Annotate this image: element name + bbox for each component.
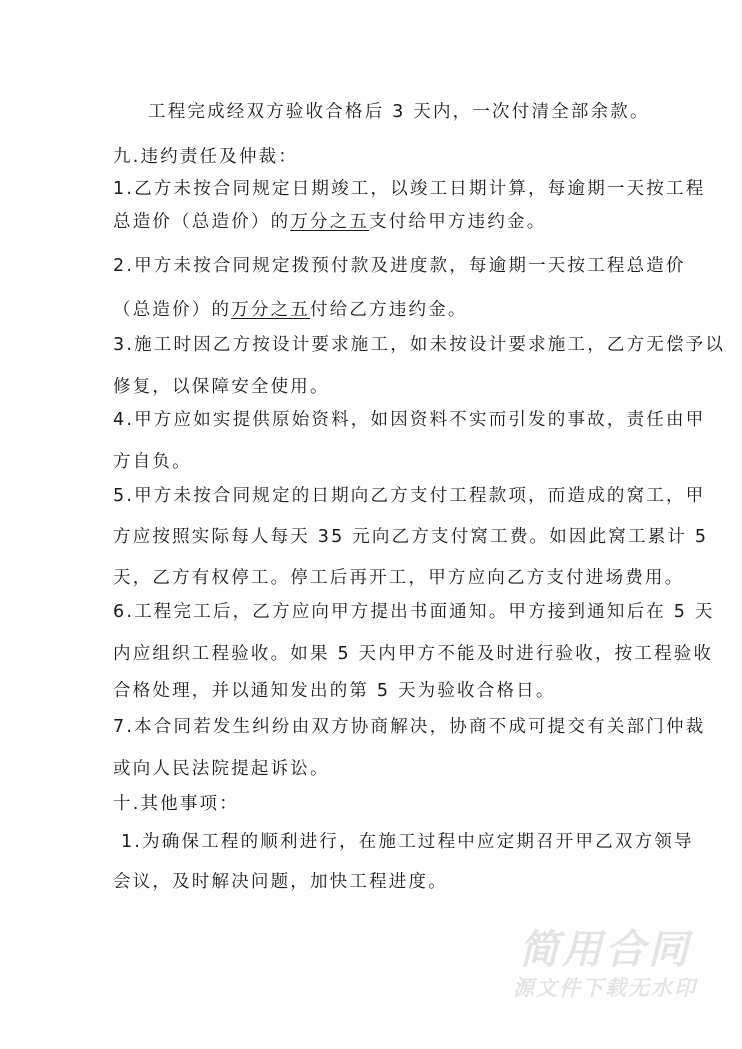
clause-9-7-line-2: 或向人民法院提起诉讼。 (113, 759, 330, 779)
clause-9-1-line-1: 1.乙方未按合同规定日期竣工，以竣工日期计算，每逾期一天按工程 (113, 179, 706, 199)
section-heading-9: 九.违约责任及仲裁： (113, 147, 299, 167)
clause-9-7-line-1: 7.本合同若发生纠纷由双方协商解决，协商不成可提交有关部门仲裁 (113, 717, 706, 737)
clause-9-5-line-1: 5.甲方未按合同规定的日期向乙方支付工程款项，而造成的窝工，甲 (113, 486, 706, 506)
clause-9-2-line-1: 2.甲方未按合同规定拨预付款及进度款，每逾期一天按工程总造价 (113, 256, 686, 276)
clause-9-5-line-2: 方应按照实际每人每天 35 元向乙方支付窝工费。如因此窝工累计 5 (113, 527, 709, 547)
clause-9-6-line-3: 合格处理，并以通知发出的第 5 天为验收合格日。 (113, 681, 556, 701)
clause-9-3-line-1: 3.施工时因乙方按设计要求施工，如未按设计要求施工，乙方无偿予以 (113, 335, 726, 355)
clause-10-1-line-2: 会议，及时解决问题，加快工程进度。 (113, 872, 448, 892)
watermark-title: 简用合同 (519, 927, 691, 973)
clause-9-6-line-2: 内应组织工程验收。如果 5 天内甲方不能及时进行验收，按工程验收 (113, 644, 714, 664)
clause-9-5-line-3: 天，乙方有权停工。停工后再开工，甲方应向乙方支付进场费用。 (113, 568, 685, 588)
watermark-subtitle: 源文件下载无水印 (513, 976, 697, 1000)
underlined-rate: 万分之五 (231, 300, 311, 320)
clause-9-1-line-2 (113, 210, 546, 234)
text-segment: 付给乙方违约金。 (310, 300, 468, 320)
clause-9-4-line-1: 4.甲方应如实提供原始资料，如因资料不实而引发的事故，责任由甲 (113, 410, 706, 430)
clause-9-4-line-2: 方自负。 (113, 452, 192, 472)
paragraph-final-payment: 工程完成经双方验收合格后 3 天内，一次付清全部余款。 (148, 102, 650, 122)
text-segment: （总造价）的 (113, 300, 232, 320)
clause-10-1-line-1: 1.为确保工程的顺利进行，在施工过程中应定期召开甲乙双方领导 (121, 832, 694, 852)
clause-9-3-line-2: 修复，以保障安全使用。 (113, 377, 330, 397)
underlined-rate: 万分之五 (290, 212, 370, 232)
section-heading-10: 十.其他事项： (113, 794, 239, 814)
clause-9-6-line-1: 6.工程完工后，乙方应向甲方提出书面通知。甲方接到通知后在 5 天 (113, 602, 715, 622)
text-segment: 总造价（总造价）的 (113, 212, 291, 232)
text-segment: 支付给甲方违约金。 (369, 212, 547, 232)
clause-9-2-line-2 (113, 298, 468, 322)
